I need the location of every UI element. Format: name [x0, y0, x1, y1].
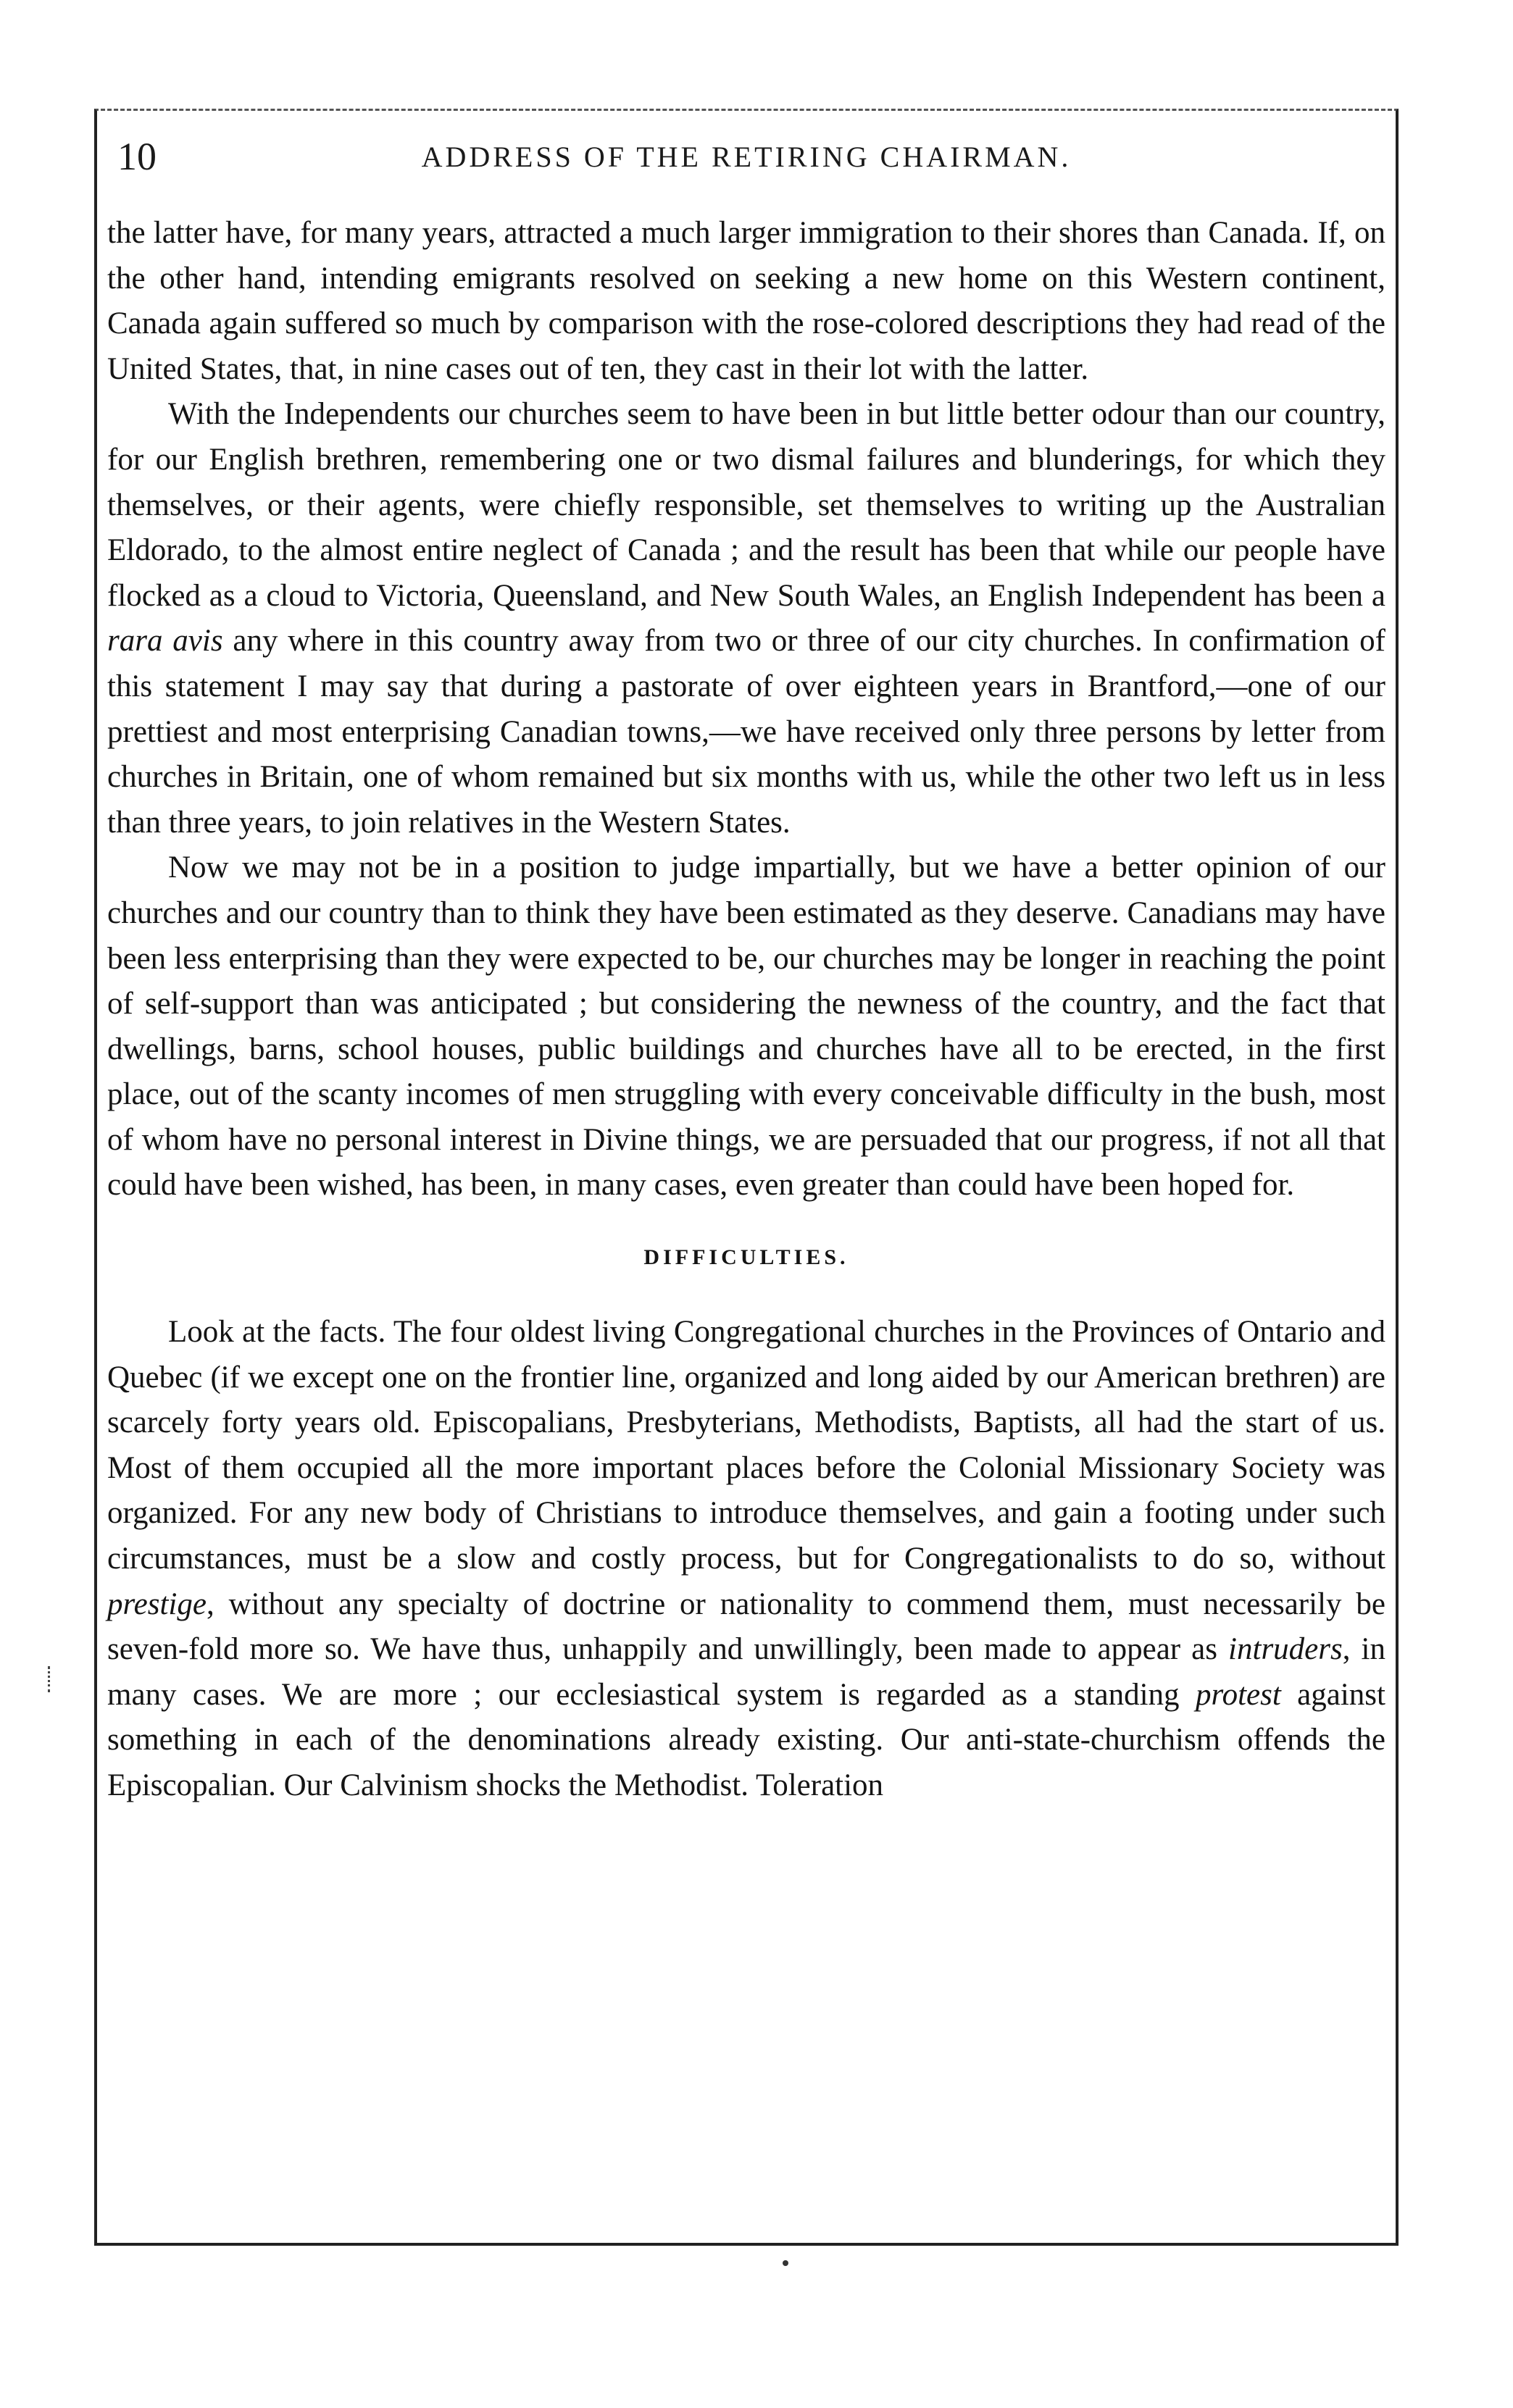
paragraph-4-part-4: against something in each of the denominations already existing. Our anti-state-churchism offends the Episcopalian. Our Calvinism shocks the Methodist. Toleration: [107, 1677, 1385, 1802]
paragraph-2-start: With the Independents our churches seem to have been in but little better odour than our country, for our English brethren, remembering one or two dismal failures and blunderings, for which they themselves, or their agents, were chiefly responsible, set themselves to writing up the Australian Eldorado, to the almost entire neglect of Canada ; and the result has been that while our people have flocked as a cloud to Victoria, Queensland, and New South Wales, an English Independent has been a: [107, 397, 1385, 613]
paragraph-4-part-2: , without any specialty of doctrine or nationality to commend them, must necessarily be seven-fold more so. We have thus, unhappily and unwillingly, been made to appear as: [107, 1586, 1385, 1667]
paragraph-4-part-3: , in many cases. We are more ; our ecclesiastical system is regarded as a standing: [107, 1632, 1385, 1712]
page-number: 10: [117, 135, 157, 178]
paragraph-2: [107, 392, 1385, 845]
running-title: ADDRESS OF THE RETIRING CHAIRMAN.: [421, 141, 1072, 173]
margin-mark: [48, 1666, 53, 1692]
bottom-dot-mark: [783, 2260, 788, 2266]
paragraph-4-part-1: Look at the facts. The four oldest living Congregational churches in the Provinces of Ontario and Quebec (if we except one on the frontier line, organized and long aided by our American brethren) are scarcely forty years old. Episcopalians, Presbyterians, Methodists, Baptists, all had the start of us. Most of them occupied all the more important places before the Colonial Missionary Society was organized. For any new body of Christians to introduce themselves, and gain a footing under such circumstances, must be a slow and costly process, but for Congregationalists to do so, without: [107, 1315, 1385, 1576]
page-frame: [94, 109, 1399, 2246]
page-header: [97, 134, 1396, 177]
paragraph-1: the latter have, for many years, attracted a much larger immigration to their shores than Canada. If, on the other hand, intending emigrants resolved on seeking a new home on this Western continent, Canada again suffered so much by comparison with the rose-colored descriptions they had read of the United States, that, in nine cases out of ten, they cast in their lot with the latter.: [107, 216, 1385, 386]
paragraph-2-end: any where in this country away from two or three of our city churches. In confirmation of this statement I may say that during a pastorate of over eighteen years in Brantford,—one of our prettiest and most enterprising Canadian towns,—we have received only three persons by letter from churches in Britain, one of whom remained but six months with us, while the other two left us in less than three years, to join relatives in the Western States.: [107, 624, 1385, 840]
italic-word-prestige: prestige: [107, 1586, 207, 1621]
section-heading: DIFFICULTIES.: [643, 1245, 849, 1270]
italic-phrase-rara-avis: rara avis: [107, 624, 223, 659]
paragraph-4: [107, 1310, 1385, 1809]
italic-word-intruders: intruders: [1228, 1632, 1343, 1667]
paragraph-3: Now we may not be in a position to judge impartially, but we have a better opinion of our churches and our country than to think they have been estimated as they deserve. Canadians may have been less enterprising than they were expected to be, our churches may be longer in reaching the point of self-support than was anticipated ; but considering the newness of the country, and the fact that dwellings, barns, school houses, public buildings and churches have all to be erected, in the first place, out of the scanty incomes of men struggling with every conceivable difficulty in the bush, most of whom have no personal interest in Divine things, we are persuaded that our progress, if not all that could have been wished, has been, in many cases, even greater than could have been hoped for.: [107, 850, 1385, 1203]
italic-word-protest: protest: [1195, 1677, 1281, 1712]
body-text: [107, 211, 1385, 1809]
